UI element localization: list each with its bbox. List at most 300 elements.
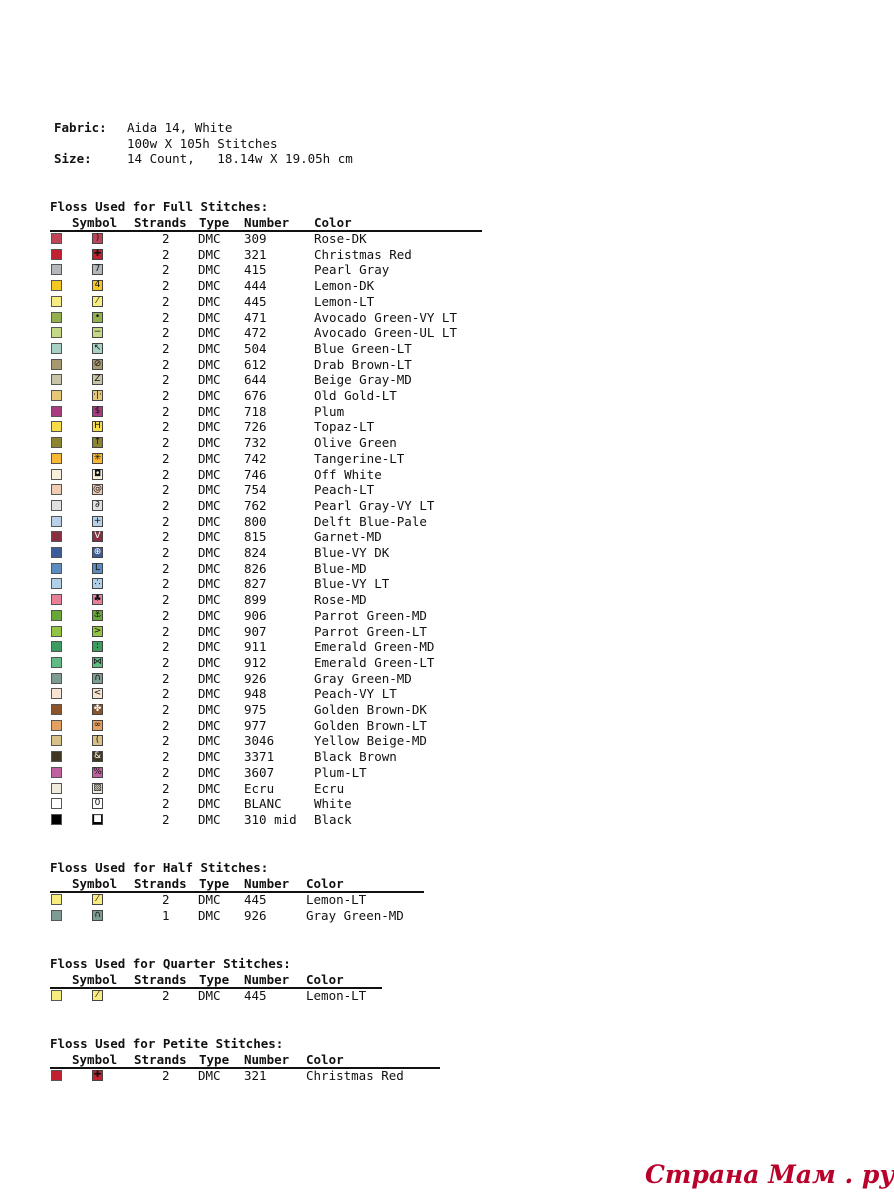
table-row bbox=[50, 796, 490, 812]
stitch-symbol: ◘ bbox=[93, 468, 102, 479]
cell-type: DMC bbox=[198, 450, 221, 466]
table-row bbox=[50, 294, 490, 310]
cell-number: 471 bbox=[244, 309, 267, 325]
cell-type: DMC bbox=[198, 607, 221, 623]
cell-strands: 2 bbox=[162, 545, 170, 560]
cell-strands: 2 bbox=[162, 639, 170, 655]
cell-number: 504 bbox=[244, 340, 267, 356]
cell-type: DMC bbox=[198, 749, 221, 765]
cell-strands: 2 bbox=[162, 482, 170, 498]
stitch-symbol: ⊘ bbox=[93, 358, 102, 369]
cell-color: Drab Brown-LT bbox=[314, 356, 412, 372]
cell-color: Peach-VY LT bbox=[314, 686, 397, 702]
cell-color: Pearl Gray bbox=[314, 262, 390, 278]
cell-color: Christmas Red bbox=[314, 246, 412, 262]
cell-number: 826 bbox=[244, 560, 267, 576]
table-row bbox=[50, 482, 490, 498]
cell-number: 309 bbox=[244, 231, 267, 246]
column-header-number: Number bbox=[244, 972, 290, 987]
cell-type: DMC bbox=[198, 309, 221, 325]
stitch-symbol: : bbox=[92, 641, 103, 652]
cell-color: Blue-MD bbox=[314, 560, 367, 576]
cell-type: DMC bbox=[198, 466, 221, 482]
stitch-symbol: & bbox=[93, 751, 102, 762]
color-swatch bbox=[51, 280, 62, 291]
cell-number: 906 bbox=[244, 607, 267, 623]
stitch-symbol: ∴ bbox=[92, 578, 103, 589]
stitch-symbol: L bbox=[92, 563, 103, 574]
cell-number: 310 mid bbox=[244, 811, 297, 827]
cell-strands: 2 bbox=[162, 654, 170, 670]
cell-number: 926 bbox=[244, 670, 267, 686]
cell-color: Blue-VY LT bbox=[314, 576, 390, 592]
column-header-color: Color bbox=[306, 876, 344, 891]
column-header-symbol: Symbol bbox=[72, 1052, 118, 1067]
fabric-label: Fabric: bbox=[54, 120, 107, 135]
stitch-symbol: • bbox=[92, 312, 103, 323]
cell-type: DMC bbox=[198, 733, 221, 749]
table-row bbox=[50, 733, 490, 749]
cell-number: 899 bbox=[244, 592, 267, 608]
color-swatch bbox=[51, 437, 62, 448]
stitch-symbol: ↑ bbox=[93, 437, 102, 448]
cell-strands: 2 bbox=[162, 450, 170, 466]
color-swatch bbox=[51, 374, 62, 385]
color-swatch bbox=[51, 469, 62, 480]
cell-number: 827 bbox=[244, 576, 267, 592]
table-row bbox=[50, 247, 490, 263]
cell-type: DMC bbox=[198, 246, 221, 262]
column-header-type: Type bbox=[199, 876, 230, 891]
cell-number: 762 bbox=[244, 497, 267, 513]
cell-number: 676 bbox=[244, 388, 267, 403]
cell-strands: 2 bbox=[162, 340, 170, 356]
stitch-symbol: ↖ bbox=[93, 342, 102, 353]
stitch-symbol: ✚ bbox=[93, 1070, 102, 1080]
size-value: 14 Count, 18.14w X 19.05h cm bbox=[127, 151, 353, 166]
cell-number: 445 bbox=[244, 892, 267, 907]
stitch-symbol: ∂ bbox=[92, 500, 103, 511]
cell-color: Ecru bbox=[314, 780, 345, 796]
stitch-symbol: 4 bbox=[92, 280, 103, 291]
stitch-symbol: ⁄ bbox=[92, 990, 103, 1001]
color-swatch bbox=[51, 516, 62, 527]
cell-strands: 2 bbox=[162, 796, 170, 812]
cell-type: DMC bbox=[198, 372, 221, 388]
cell-strands: 2 bbox=[162, 403, 170, 419]
color-swatch bbox=[51, 312, 62, 323]
cell-color: Gray Green-MD bbox=[314, 670, 412, 686]
color-swatch bbox=[51, 233, 62, 244]
table-row bbox=[50, 718, 490, 734]
table-row bbox=[50, 686, 490, 702]
color-swatch bbox=[51, 610, 62, 621]
cell-strands: 2 bbox=[162, 529, 170, 545]
table-row bbox=[50, 908, 490, 924]
column-header-number: Number bbox=[244, 1052, 290, 1067]
table-row bbox=[50, 435, 490, 451]
cell-type: DMC bbox=[198, 907, 221, 923]
column-header-symbol: Symbol bbox=[72, 215, 118, 230]
cell-color: Olive Green bbox=[314, 435, 397, 451]
cell-type: DMC bbox=[198, 592, 221, 608]
stitch-symbol: 0 bbox=[92, 798, 103, 809]
section-title: Floss Used for Full Stitches: bbox=[50, 199, 269, 214]
cell-strands: 2 bbox=[162, 231, 170, 246]
stitch-symbol: ∩ bbox=[92, 910, 103, 921]
color-swatch bbox=[51, 657, 62, 668]
cell-color: Off White bbox=[314, 466, 382, 482]
table-row bbox=[50, 529, 490, 545]
cell-strands: 2 bbox=[162, 749, 170, 765]
cell-number: 321 bbox=[244, 246, 267, 262]
stitch-symbol: ) bbox=[92, 233, 103, 244]
color-swatch bbox=[51, 563, 62, 574]
column-header-number: Number bbox=[244, 215, 290, 230]
table-row bbox=[50, 655, 490, 671]
column-header-color: Color bbox=[314, 215, 352, 230]
table-row bbox=[50, 749, 490, 765]
color-swatch bbox=[51, 751, 62, 762]
color-swatch bbox=[51, 894, 62, 905]
table-row bbox=[50, 781, 490, 797]
cell-color: Christmas Red bbox=[306, 1068, 404, 1083]
cell-number: BLANC bbox=[244, 796, 282, 812]
stitch-symbol: Z bbox=[92, 374, 103, 385]
cell-number: 907 bbox=[244, 623, 267, 639]
cell-type: DMC bbox=[198, 560, 221, 576]
cell-color: Rose-MD bbox=[314, 592, 367, 608]
stitch-symbol: % bbox=[93, 766, 102, 777]
cell-color: Emerald Green-MD bbox=[314, 639, 435, 655]
stitch-symbol: H bbox=[92, 421, 103, 432]
cell-strands: 2 bbox=[162, 278, 170, 294]
cell-strands: 2 bbox=[162, 388, 170, 403]
color-swatch bbox=[51, 783, 62, 794]
color-swatch bbox=[51, 484, 62, 495]
cell-number: 977 bbox=[244, 717, 267, 733]
stitch-symbol: 7 bbox=[92, 264, 103, 275]
table-row bbox=[50, 419, 490, 435]
cell-number: 444 bbox=[244, 278, 267, 294]
column-header-symbol: Symbol bbox=[72, 876, 118, 891]
cell-color: Golden Brown-DK bbox=[314, 702, 427, 717]
cell-type: DMC bbox=[198, 278, 221, 294]
color-swatch bbox=[51, 767, 62, 778]
column-header-type: Type bbox=[199, 1052, 230, 1067]
cell-number: 472 bbox=[244, 325, 267, 341]
section-title: Floss Used for Petite Stitches: bbox=[50, 1036, 284, 1051]
color-swatch bbox=[51, 249, 62, 260]
fabric-value: Aida 14, White bbox=[127, 120, 233, 135]
stitch-symbol: ·|· bbox=[93, 390, 102, 400]
cell-type: DMC bbox=[198, 482, 221, 498]
cell-type: DMC bbox=[198, 435, 221, 451]
color-swatch bbox=[51, 673, 62, 684]
cell-strands: 2 bbox=[162, 702, 170, 717]
cell-strands: 2 bbox=[162, 262, 170, 278]
cell-color: Lemon-LT bbox=[314, 293, 375, 309]
table-row bbox=[50, 262, 490, 278]
table-row bbox=[50, 388, 490, 404]
table-row bbox=[50, 608, 490, 624]
cell-number: 800 bbox=[244, 513, 267, 529]
stitch-symbol: > bbox=[93, 625, 102, 636]
table-row bbox=[50, 561, 490, 577]
cell-type: DMC bbox=[198, 717, 221, 733]
cell-number: 718 bbox=[244, 403, 267, 419]
cell-strands: 2 bbox=[162, 435, 170, 451]
cell-color: Black Brown bbox=[314, 749, 397, 765]
column-header-color: Color bbox=[306, 1052, 344, 1067]
cell-color: Pearl Gray-VY LT bbox=[314, 497, 435, 513]
table-row bbox=[50, 765, 490, 781]
cell-number: 754 bbox=[244, 482, 267, 498]
color-swatch bbox=[51, 578, 62, 589]
cell-type: DMC bbox=[198, 892, 221, 907]
table-row bbox=[50, 592, 490, 608]
stitch-symbol: ⁄ bbox=[92, 296, 103, 307]
table-row bbox=[50, 639, 490, 655]
color-swatch bbox=[51, 390, 62, 401]
cell-type: DMC bbox=[198, 497, 221, 513]
cell-strands: 2 bbox=[162, 1068, 170, 1083]
cell-type: DMC bbox=[198, 325, 221, 341]
cell-color: Plum bbox=[314, 403, 345, 419]
cell-strands: 2 bbox=[162, 733, 170, 749]
cell-strands: 2 bbox=[162, 623, 170, 639]
column-header-strands: Strands bbox=[134, 1052, 187, 1067]
cell-color: Parrot Green-LT bbox=[314, 623, 427, 639]
cell-color: Beige Gray-MD bbox=[314, 372, 412, 388]
color-swatch bbox=[51, 421, 62, 432]
cell-type: DMC bbox=[198, 513, 221, 529]
cell-number: 445 bbox=[244, 988, 267, 1003]
cell-type: DMC bbox=[198, 702, 221, 717]
table-row bbox=[50, 702, 490, 718]
cell-type: DMC bbox=[198, 293, 221, 309]
size-label: Size: bbox=[54, 151, 92, 166]
cell-strands: 2 bbox=[162, 466, 170, 482]
cell-strands: 2 bbox=[162, 592, 170, 608]
table-row bbox=[50, 310, 490, 326]
color-swatch bbox=[51, 626, 62, 637]
cell-color: Peach-LT bbox=[314, 482, 375, 498]
stitch-symbol: − bbox=[93, 327, 102, 338]
color-swatch bbox=[51, 594, 62, 605]
stitch-symbol: @ bbox=[93, 484, 102, 495]
table-row bbox=[50, 341, 490, 357]
cell-strands: 2 bbox=[162, 764, 170, 780]
table-row bbox=[50, 576, 490, 592]
cell-color: Blue Green-LT bbox=[314, 340, 412, 356]
cell-strands: 2 bbox=[162, 576, 170, 592]
stitch-symbol: ⋈ bbox=[93, 656, 102, 667]
cell-color: Blue-VY DK bbox=[314, 545, 390, 560]
column-header-strands: Strands bbox=[134, 972, 187, 987]
table-row bbox=[50, 451, 490, 467]
table-row bbox=[50, 671, 490, 687]
cell-color: Old Gold-LT bbox=[314, 388, 397, 403]
stitch-symbol: ▧ bbox=[93, 782, 102, 793]
cell-strands: 2 bbox=[162, 892, 170, 907]
cell-strands: 2 bbox=[162, 419, 170, 435]
cell-number: 732 bbox=[244, 435, 267, 451]
cell-strands: 2 bbox=[162, 325, 170, 341]
cell-type: DMC bbox=[198, 529, 221, 545]
section-title: Floss Used for Half Stitches: bbox=[50, 860, 269, 875]
cell-number: 445 bbox=[244, 293, 267, 309]
stitch-symbol: ✚ bbox=[93, 248, 102, 259]
color-swatch bbox=[51, 990, 62, 1001]
cell-color: Delft Blue-Pale bbox=[314, 513, 427, 529]
table-row bbox=[50, 357, 490, 373]
cell-strands: 2 bbox=[162, 372, 170, 388]
cell-number: 912 bbox=[244, 654, 267, 670]
color-swatch bbox=[51, 910, 62, 921]
column-header-strands: Strands bbox=[134, 215, 187, 230]
cell-number: 975 bbox=[244, 702, 267, 717]
cell-number: 824 bbox=[244, 545, 267, 560]
stitch-symbol: $ bbox=[92, 406, 103, 417]
color-swatch bbox=[51, 798, 62, 809]
cell-strands: 2 bbox=[162, 670, 170, 686]
cell-type: DMC bbox=[198, 545, 221, 560]
cell-strands: 2 bbox=[162, 513, 170, 529]
cell-type: DMC bbox=[198, 1068, 221, 1083]
table-row bbox=[50, 231, 490, 247]
cell-strands: 2 bbox=[162, 246, 170, 262]
cell-color: Plum-LT bbox=[314, 764, 367, 780]
stitch-symbol: ✤ bbox=[93, 704, 102, 714]
cell-type: DMC bbox=[198, 670, 221, 686]
fabric-info bbox=[54, 120, 353, 167]
column-header-number: Number bbox=[244, 876, 290, 891]
table-row bbox=[50, 812, 490, 828]
color-swatch bbox=[51, 704, 62, 715]
cell-number: 3046 bbox=[244, 733, 275, 749]
cell-strands: 2 bbox=[162, 607, 170, 623]
column-header-type: Type bbox=[199, 972, 230, 987]
cell-type: DMC bbox=[198, 796, 221, 812]
cell-number: 911 bbox=[244, 639, 267, 655]
cell-type: DMC bbox=[198, 623, 221, 639]
table-row bbox=[50, 988, 490, 1004]
cell-type: DMC bbox=[198, 811, 221, 827]
cell-color: Tangerine-LT bbox=[314, 450, 405, 466]
color-swatch bbox=[51, 1070, 62, 1081]
cell-color: Parrot Green-MD bbox=[314, 607, 427, 623]
cell-color: Lemon-LT bbox=[306, 892, 367, 907]
cell-color: Lemon-DK bbox=[314, 278, 375, 294]
cell-color: Topaz-LT bbox=[314, 419, 375, 435]
cell-number: 815 bbox=[244, 529, 267, 545]
color-swatch bbox=[51, 359, 62, 370]
stitch-symbol: ✳ bbox=[93, 452, 102, 463]
color-swatch bbox=[51, 688, 62, 699]
color-swatch bbox=[51, 735, 62, 746]
cell-number: 746 bbox=[244, 466, 267, 482]
cell-type: DMC bbox=[198, 988, 221, 1003]
cell-strands: 2 bbox=[162, 686, 170, 702]
column-header-type: Type bbox=[199, 215, 230, 230]
color-swatch bbox=[51, 343, 62, 354]
cell-color: Lemon-LT bbox=[306, 988, 367, 1003]
column-header-color: Color bbox=[306, 972, 344, 987]
cell-number: Ecru bbox=[244, 780, 275, 796]
color-swatch bbox=[51, 296, 62, 307]
cell-type: DMC bbox=[198, 686, 221, 702]
stitch-symbol: ( bbox=[92, 735, 103, 746]
color-swatch bbox=[51, 453, 62, 464]
cell-number: 948 bbox=[244, 686, 267, 702]
cell-type: DMC bbox=[198, 654, 221, 670]
cell-type: DMC bbox=[198, 403, 221, 419]
table-row bbox=[50, 545, 490, 561]
stitch-symbol: < bbox=[93, 688, 102, 699]
stitch-symbol: ⊕ bbox=[93, 547, 102, 557]
color-swatch bbox=[51, 327, 62, 338]
cell-type: DMC bbox=[198, 340, 221, 356]
table-row bbox=[50, 514, 490, 530]
cell-type: DMC bbox=[198, 780, 221, 796]
cell-type: DMC bbox=[198, 639, 221, 655]
cell-color: Emerald Green-LT bbox=[314, 654, 435, 670]
cell-number: 726 bbox=[244, 419, 267, 435]
cell-strands: 2 bbox=[162, 309, 170, 325]
color-swatch bbox=[51, 814, 62, 825]
cell-number: 321 bbox=[244, 1068, 267, 1083]
cell-type: DMC bbox=[198, 231, 221, 246]
color-swatch bbox=[51, 547, 62, 558]
table-row bbox=[50, 467, 490, 483]
cell-color: Black bbox=[314, 811, 352, 827]
cell-type: DMC bbox=[198, 262, 221, 278]
cell-color: Golden Brown-LT bbox=[314, 717, 427, 733]
table-row bbox=[50, 1068, 490, 1084]
cell-number: 644 bbox=[244, 372, 267, 388]
color-swatch bbox=[51, 531, 62, 542]
fabric-stitches: 100w X 105h Stitches bbox=[127, 135, 278, 151]
table-row bbox=[50, 892, 490, 908]
cell-strands: 2 bbox=[162, 811, 170, 827]
table-row bbox=[50, 624, 490, 640]
cell-color: Avocado Green-VY LT bbox=[314, 309, 457, 325]
cell-type: DMC bbox=[198, 356, 221, 372]
cell-type: DMC bbox=[198, 388, 221, 403]
stitch-symbol: ⁄ bbox=[92, 894, 103, 905]
watermark-logo: Страна Мам . ру bbox=[645, 1160, 894, 1189]
cell-type: DMC bbox=[198, 576, 221, 592]
cell-color: Rose-DK bbox=[314, 231, 367, 246]
color-swatch bbox=[51, 264, 62, 275]
cell-number: 415 bbox=[244, 262, 267, 278]
cell-color: Yellow Beige-MD bbox=[314, 733, 427, 749]
stitch-symbol: + bbox=[93, 515, 102, 526]
cell-strands: 2 bbox=[162, 293, 170, 309]
stitch-symbol: ■ bbox=[93, 813, 102, 824]
cell-strands: 2 bbox=[162, 780, 170, 796]
cell-number: 742 bbox=[244, 450, 267, 466]
cell-color: White bbox=[314, 796, 352, 812]
color-swatch bbox=[51, 500, 62, 511]
cell-strands: 2 bbox=[162, 717, 170, 733]
table-row bbox=[50, 372, 490, 388]
color-swatch bbox=[51, 720, 62, 731]
cell-strands: 2 bbox=[162, 356, 170, 372]
cell-color: Gray Green-MD bbox=[306, 907, 404, 923]
cell-type: DMC bbox=[198, 764, 221, 780]
